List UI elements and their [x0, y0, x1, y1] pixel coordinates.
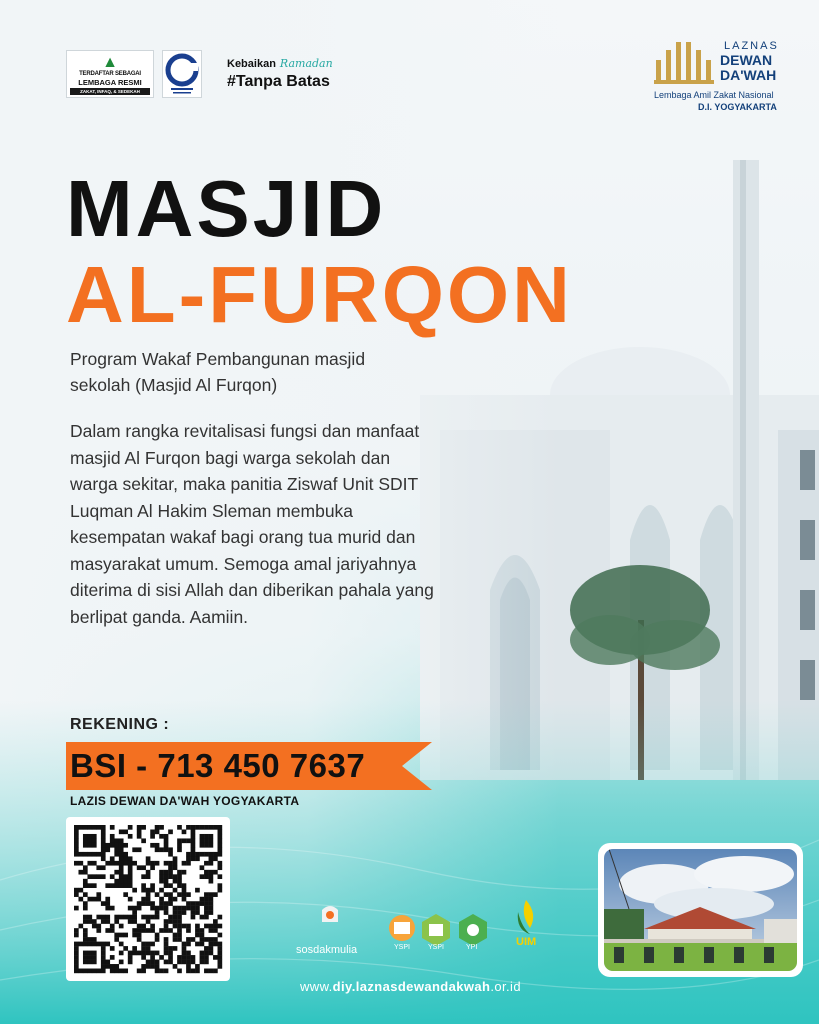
- iso-certification-icon: [163, 51, 201, 97]
- iso-certification-logo: [162, 50, 202, 98]
- account-holder: LAZIS DEWAN DA'WAH YOGYAKARTA: [70, 794, 300, 808]
- laznas-line1: LAZNAS: [724, 40, 779, 52]
- laznas-line5: D.I. YOGYAKARTA: [698, 102, 777, 112]
- campaign-word2: Ramadan: [279, 57, 333, 70]
- ypi-logo-icon: [459, 914, 487, 946]
- mosque-photo-image: [604, 849, 797, 971]
- laznas-line2: DEWAN DA'WAH: [720, 52, 777, 83]
- existing-mosque-photo: [598, 843, 803, 977]
- title-line1: MASJID: [66, 164, 387, 253]
- partner-yspi-2: YSPI: [428, 944, 444, 951]
- website-url[interactable]: www.diy.laznasdewandakwah.or.id: [300, 979, 521, 994]
- campaign-hashtag: #Tanpa Batas: [227, 73, 330, 90]
- baznas-registration-logo: [66, 50, 154, 98]
- uim-logo-icon: [518, 900, 533, 934]
- badge-line2: LEMBAGA RESMI: [78, 78, 142, 87]
- account-label: REKENING :: [70, 716, 170, 733]
- qr-code[interactable]: [66, 817, 230, 981]
- partner-ypi: YPI: [466, 944, 478, 951]
- yspi-logo-1-icon: [389, 915, 415, 941]
- sosdakmulia-logo-icon: [322, 906, 338, 922]
- account-number: BSI - 713 450 7637: [70, 747, 366, 784]
- laznas-logo: [654, 40, 784, 120]
- yspi-logo-2-icon: [422, 914, 450, 946]
- program-description: Dalam rangka revitalisasi fungsi dan manfaat masjid Al Furqon bagi warga sekolah dan warga sekitar, maka panitia Ziswaf Unit SDIT Luqman Al Hakim Sleman membuka kesempatan wakaf bagi orang tua murid dan masyarakat umum. Semoga amal jariyahnya diterima di sisi Allah dan diberikan pahala yang berlipat ganda. Aamiin.: [70, 421, 434, 627]
- partner-uim: UIM: [516, 936, 537, 948]
- campaign-word1: Kebaikan: [227, 58, 276, 70]
- badge-line3: ZAKAT, INFAQ, & SEDEKAH: [70, 88, 150, 95]
- qr-code-icon: [66, 817, 230, 981]
- program-subtitle: Program Wakaf Pembangunan masjid sekolah (Masjid Al Furqon): [70, 349, 366, 395]
- laznas-emblem-icon: [654, 40, 716, 84]
- badge-line1: TERDAFTAR SEBAGAI: [79, 71, 141, 77]
- title-line2: AL-FURQON: [66, 250, 573, 339]
- partner-yspi-1: YSPI: [394, 944, 410, 951]
- laznas-line4: Lembaga Amil Zakat Nasional: [654, 90, 774, 100]
- baznas-emblem-icon: ▲: [102, 54, 118, 71]
- partner-sosdakmulia: sosdakmulia: [296, 944, 358, 956]
- campaign-logo: [227, 54, 333, 91]
